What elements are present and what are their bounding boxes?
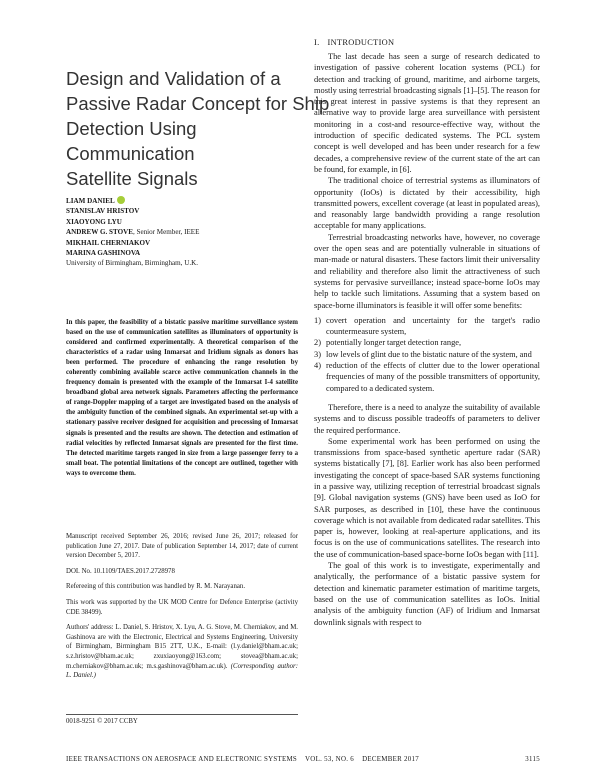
title-line: Satellite Signals (66, 168, 198, 189)
addresses-text: Authors' address: L. Daniel, S. Hristov, X. Lyu, A. G. Stove, M. Cherniakov, and M. Gashinova are with the Electronic, Electrical and Systems Engineering, University of Birmingham, Birmingham B15 2TT, U.K., E-mail: (l.y.daniel@bham.ac.uk; s.z.hristov@bham.ac.uk; zxuxiaoyong@163.com; stovea@bham.ac.uk; m.cherniakov@bham.ac.uk; m.s.gashinova@bham.ac.uk). (66, 624, 298, 670)
page-number: 3115 (525, 756, 540, 763)
affiliation: University of Birmingham, Birmingham, U.K. (66, 259, 199, 268)
list-text: reduction of the effects of clutter due to the lower operational frequencies of many of the possible transmitters of opportunity, compared to a dedicated system. (326, 361, 540, 393)
paragraph: The goal of this work is to investigate, experimentally and analytically, the performance of a bistatic passive system for detection and kinematic parameter estimation of maritime targets, based on the use of communication satellites as IoOs. Initial analysis of the ambiguity function (AF) of Iridium and Inmarsat downlink signals with respect to (314, 561, 540, 627)
list-item (314, 315, 540, 338)
list-item (314, 349, 540, 360)
author-entry (66, 248, 306, 258)
section-title: INTRODUCTION (327, 38, 395, 47)
section-heading (314, 38, 394, 47)
title-line: Communication (66, 143, 195, 164)
list-text: covert operation and uncertainty for the target's radio countermeasure system, (326, 315, 540, 337)
list-text: potentially longer target detection range, (326, 338, 462, 348)
title-line: Design and Validation of a (66, 68, 281, 89)
author-name: MIKHAIL CHERNIAKOV (66, 238, 151, 247)
title-line: Detection Using (66, 118, 197, 139)
list-number: 2) (314, 338, 321, 348)
paragraph: The traditional choice of terrestrial systems as illuminators of opportunity (IoOs) is dictated by their accessibility, high transmitted powers, excellent coverage (at least in populated areas), and reasonably large bandwidth providing a range resolution acceptable for many applications. (314, 176, 540, 231)
benefits-list (314, 315, 540, 394)
section-number: I. (314, 38, 320, 47)
introduction-body (314, 51, 540, 628)
list-number: 3) (314, 349, 321, 359)
copyright-line: 0018-9251 © 2017 CCBY (66, 718, 138, 725)
author-name: STANISLAV HRISTOV (66, 207, 140, 216)
doi-link[interactable]: DOI. No. 10.1109/TAES.2017.2728978 (66, 567, 175, 575)
author-entry (66, 227, 306, 237)
list-item (314, 360, 540, 394)
list-number: 1) (314, 315, 321, 325)
list-number: 4) (314, 361, 321, 371)
refereeing-note: Refereeing of this contribution was handled by R. M. Narayanan. (66, 583, 246, 591)
paragraph: Some experimental work has been performed on using the transmissions from space-based synthetic aperture radar (SAR) systems bistatically [7], [8]. Earlier work has also been performed investigating the concept of space-based SAR systems functioning in a passive way, utilizing reception of terrestrial broadcast signals [9]. Global navigation systems (GNS) have been used as IoO for SAR purposes, as described in [10], these have the continuous coverage which is not available from dedicated radar satellites. This paper is, however, looking at real-aperture applications, and its focus is on the use of communications satellites. The research into the use of communication-based space-borne IoOs began with [11]. (314, 436, 540, 559)
author-entry (66, 206, 306, 216)
list-text: low levels of glint due to the bistatic nature of the system, and (326, 349, 532, 359)
abstract: In this paper, the feasibility of a bistatic passive maritime surveillance system based on the use of communication satellites as illuminators of opportunity is considered and confirmed experimentally. A theoretical comparison of the characteristics of a radar using Inmarsat and Iridium signals as donors has been performed. The procedure of enhancing the range resolution by coherently combining available scarce active communication channels in the frequency domain is presented with the example of the Inmarsat I-4 satellite broadband global area network signals. Parameters affecting the performance of range-Doppler mapping of a target are investigated based on the analysis of the ambiguity function of the combined signals. An experimental set-up with a stationary passive receiver designed for acquisition and processing of Inmarsat signals is presented and the results are shown. The detection and estimation of radial velocities by reflected Inmarsat signals are presented for the first time. The detected maritime targets ranged in size from a large passenger ferry to a small boat. The potential limitations of the concept are outlined, together with ways to overcome them. (66, 319, 298, 477)
paragraph: The last decade has seen a surge of research dedicated to investigation of passive coherent location systems (PCL) for detection and tracking of ground, maritime, and airborne targets, mostly using terrestrial broadcasting signals [1]–[5]. The reason for this great interest in passive systems is that they represent an alternative way to provide large area surveillance with persistent monitoring in a cost-and resource-effective way, without the introduction of specific dedicated systems. The PCL system concept is well developed and has been under research for a few decades, a comprehensive review of the current state of the art can be found, for example, in [6]. (314, 52, 540, 174)
divider (66, 714, 298, 715)
author-role: , Senior Member, IEEE (132, 228, 200, 237)
paragraph: Therefore, there is a need to analyze the suitability of available systems and to discuss possible tradeoffs of parameters to deliver the required performance. (314, 402, 540, 435)
paragraph: Terrestrial broadcasting networks have, however, no coverage over the open seas and are potentially vulnerable in situations of man-made or natural disasters. These factors limit their universality and reliability and therefore also limit the attractiveness of such systems for pervasive surveillance; instead space-borne IoOs may help to tackle such limitations. Assuming that a system based on space-borne illuminators is feasible it will offer some benefits: (314, 232, 540, 310)
author-name: XIAOYONG LYU (66, 217, 122, 226)
corresponding-author: (Corresponding author: L. Daniel.) (66, 662, 298, 680)
page-footer (66, 756, 540, 763)
publication-metadata (66, 532, 298, 687)
support-note: This work was supported by the UK MOD Centre for Defence Enterprise (activity CDE 38499). (66, 598, 298, 616)
paper-title (66, 66, 330, 191)
orcid-icon[interactable] (117, 196, 125, 204)
author-list (66, 196, 306, 269)
list-item (314, 337, 540, 348)
title-line: Passive Radar Concept for Ship (66, 93, 330, 114)
author-name: LIAM DANIEL (66, 197, 115, 205)
author-name: ANDREW G. STOVE (66, 228, 133, 237)
author-entry (66, 217, 306, 227)
journal-info: IEEE TRANSACTIONS ON AEROSPACE AND ELECTRONIC SYSTEMS VOL. 53, NO. 6 DECEMBER 2017 (66, 756, 420, 763)
author-entry (66, 238, 306, 248)
author-addresses (66, 623, 298, 681)
author-name: MARINA GASHINOVA (66, 249, 141, 258)
manuscript-dates: Manuscript received September 26, 2016; revised June 26, 2017; released for publication June 27, 2017. Date of publication September 14, 2017; date of current version December 5, 2017. (66, 533, 298, 560)
author-entry (66, 196, 306, 206)
